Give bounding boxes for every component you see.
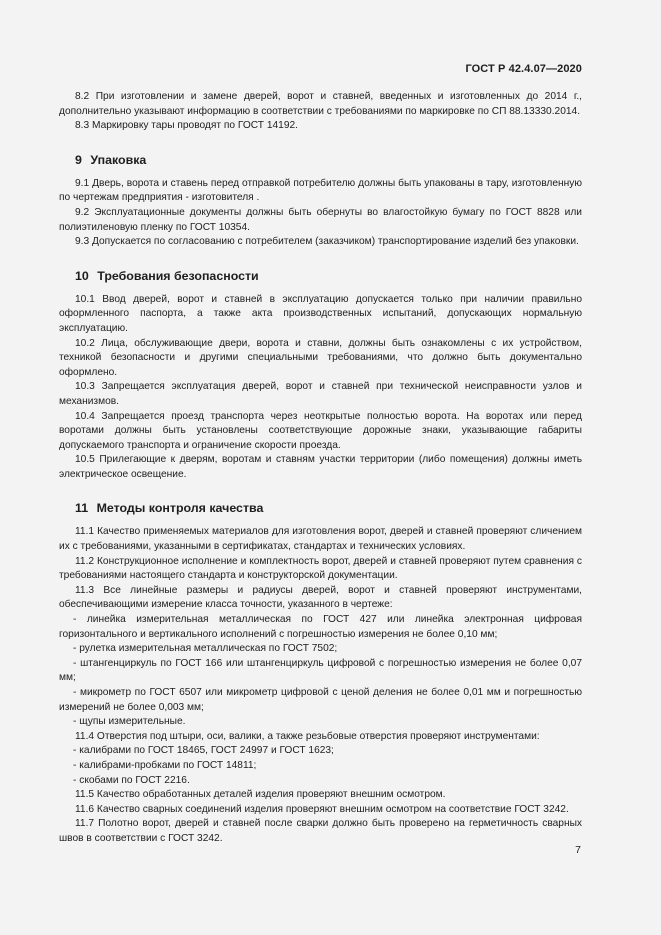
paragraph-10-4: 10.4 Запрещается проезд транспорта через неоткрытые полностью ворота. На воротах или перед воротами должны быть установлены соответствующие дорожные знаки, указывающие габариты допускаемого транспорта и ограничение скорости проезда.	[59, 410, 582, 451]
paragraph-9-3: 9.3 Допускается по согласованию с потребителем (заказчиком) транспортирование изделий без упаковки.	[75, 236, 579, 248]
paragraph-11-1: 11.1 Качество применяемых материалов для изготовления ворот, дверей и ставней проверяют сличением их с требованиями, указанными в сертификатах, стандартах и технических условиях.	[59, 526, 582, 553]
paragraph-11-7: 11.7 Полотно ворот, дверей и ставней после сварки должно быть проверено на герметичность сварных швов в соответствии с ГОСТ 3242.	[59, 818, 582, 844]
paragraph-8-2: 8.2 При изготовлении и замене дверей, ворот и ставней, введенных и изготовленных до 2014 г., дополнительно указывают информацию в соответствии с требованиями по маркировке по СП 88.13330.2014.	[59, 91, 582, 117]
section-11-number: 11	[75, 501, 89, 516]
paragraph-10-5: 10.5 Прилегающие к дверям, воротам и ставням участки территории (либо помещения) должны иметь электрическое освещение.	[59, 454, 582, 480]
section-11-title: Методы контроля качества	[96, 501, 264, 516]
list-item-micrometer: - микрометр по ГОСТ 6507 или микрометр цифровой с ценой деления не более 0,01 мм и погрешностью измерений не более 0,003 мм;	[59, 687, 582, 713]
section-10-number: 10	[75, 268, 89, 283]
paragraph-10-3: 10.3 Запрещается эксплуатация дверей, ворот и ставней при технической неисправности узлов и механизмов.	[59, 381, 582, 407]
section-10-heading	[59, 268, 582, 284]
list-item-snap-gauges: - скобами по ГОСТ 2216.	[73, 774, 190, 786]
section-10-title: Требования безопасности	[97, 268, 259, 283]
paragraph-11-4: 11.4 Отверстия под штыри, оси, валики, а также резьбовые отверстия проверяют инструментами:	[75, 730, 540, 742]
paragraph-11-2: 11.2 Конструкционное исполнение и комплектность ворот, дверей и ставней проверяют путем сравнения с требованиями настоящего стандарта и конструкторской документации.	[59, 555, 582, 582]
list-item-plug-gauges: - калибрами-пробками по ГОСТ 14811;	[73, 759, 257, 771]
paragraph-10-1: 10.1 Ввод дверей, ворот и ставней в эксплуатацию допускается только при наличии правильно оформленного паспорта, а также акта производственных испытаний, допускающих нормальную эксплуатацию.	[59, 293, 582, 334]
section-9-title: Упаковка	[90, 152, 147, 167]
paragraph-9-2: 9.2 Эксплуатационные документы должны быть обернуты во влагостойкую бумагу по ГОСТ 8828 или полиэтиленовую пленку по ГОСТ 10354.	[59, 206, 582, 233]
paragraph-10-2: 10.2 Лица, обслуживающие двери, ворота и ставни, должны быть ознакомлены с их устройством, техникой безопасности и другими специальными требованиями, что должно быть документально оформлено.	[59, 337, 582, 378]
list-item-caliper: - штангенциркуль по ГОСТ 166 или штангенциркуль цифровой с погрешностью измерения не более 0,07 мм;	[59, 657, 582, 684]
page-number: 7	[575, 844, 581, 856]
list-item-feeler-gauges: - щупы измерительные.	[73, 716, 186, 728]
document-body	[59, 90, 582, 847]
paragraph-9-1: 9.1 Дверь, ворота и ставень перед отправкой потребителю должны быть упакованы в тару, изготовленную по чертежам предприятия - изготовителя .	[59, 177, 582, 204]
list-item-ruler: - линейка измерительная металлическая по ГОСТ 427 или линейка электронная цифровая горизонтального и вертикального исполнений с погрешностью измерения не более 0,10 мм;	[59, 614, 582, 640]
standard-code-header: ГОСТ Р 42.4.07—2020	[465, 63, 582, 75]
section-9-heading	[59, 152, 582, 168]
section-9-number: 9	[75, 152, 82, 167]
section-11-heading	[59, 500, 582, 516]
paragraph-8-3: 8.3 Маркировку тары проводят по ГОСТ 14192.	[75, 120, 299, 132]
paragraph-11-5: 11.5 Качество обработанных деталей изделия проверяют внешним осмотром.	[75, 789, 446, 801]
paragraph-11-3: 11.3 Все линейные размеры и радиусы дверей, ворот и ставней проверяют инструментами, обеспечивающими измерение класса точности, указанного в чертеже:	[59, 584, 582, 611]
paragraph-11-6: 11.6 Качество сварных соединений изделия проверяют внешним осмотром на соответствие ГОСТ 3242.	[75, 803, 569, 815]
list-item-gauges: - калибрами по ГОСТ 18465, ГОСТ 24997 и ГОСТ 1623;	[73, 745, 334, 757]
list-item-tape-measure: - рулетка измерительная металлическая по ГОСТ 7502;	[73, 643, 338, 655]
